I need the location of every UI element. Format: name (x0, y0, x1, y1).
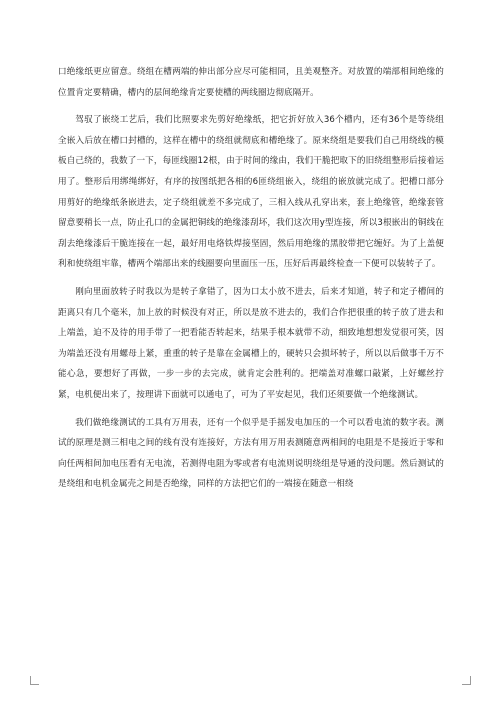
crop-mark-bottom-left (30, 676, 39, 685)
paragraph-rotor-installation: 刚向里面放转子时我以为是转子拿错了，因为口太小放不进去，后来才知道，转子和定子槽间的距离只有几个毫米，加上放的时候没有对正，所以是放不进去的，我们合作把很重的转子放了进去和上端盖，迫不及待的用手带了一把看能否转起来，结果手根本就带不动，细致地想想发觉很可笑，因为端盖还没有用螺母上紧，重重的转子是靠在金属槽上的，硬转只会损坏转子，所以以后做事千万不能心急，要想好了再做，一步一步的去完成，就肯定会胜利的。把端盖对准螺口敲紧，上好螺丝拧紧，电机便出来了，按理讲下面就可以通电了，可为了平安起见，我们还须要做一个绝缘测试。 (58, 286, 444, 400)
paragraph-insulation-test: 我们做绝缘测试的工具有万用表，还有一个似乎是手摇发电加压的一个可以看电流的数字表。测试的原理是测三相电之间的线有没有连接好，方法有用万用表测随意两相间的电阻是不是接近于零和向任两相间加电压看有无电流，若测得电阻为零或者有电流则说明绕组是导通的没问题。然后测试的是绕组和电机金属壳之间是否绝缘，同样的方法把它们的一端接在随意一相绕 (58, 417, 444, 490)
paragraph-continuation: 口绝缘纸更应留意。绕组在槽两端的伸出部分应尽可能相同，且美观整齐。对放置的端部相间绝缘的位置肯定要精确，槽内的层间绝缘肯定要使槽的两线圈边彻底隔开。 (58, 67, 444, 98)
crop-mark-bottom-right (462, 676, 471, 685)
paragraph-embedding-process: 驾驭了嵌绕工艺后，我们比照要求先剪好绝缘纸，把它折好放入36个槽内，还有36个是等绕组全嵌入后放在槽口封槽的，这样在槽中的绕组就彻底和槽绝缘了。原来绕组是要我们自己用绕线的模板自己绕的，我数了一下，每匝线圈12根，由于时间的缘由，我们干脆把取下的旧绕组整形后接着运用了。整形后用绑绳绑好，有序的按图纸把各相的6匝绕组嵌入，绕组的嵌放就完成了。把槽口部分用剪好的绝缘纸条嵌进去，定子绕组就差不多完成了，三相入线从孔穿出来，套上绝缘管，绝缘套管留意要稍长一点，防止孔口的金属把铜线的绝缘漆刮坏，我们这次用y型连接，所以3根嵌出的铜线在刮去绝缘漆后干脆连接在一起，最好用电烙铁焊接坚固，然后用绝缘的黑胶带把它缠好。为了上盖便利和使绕组牢靠，槽两个端部出来的线圈要向里面压一压，压好后再最终检查一下便可以装转子了。 (58, 115, 444, 270)
